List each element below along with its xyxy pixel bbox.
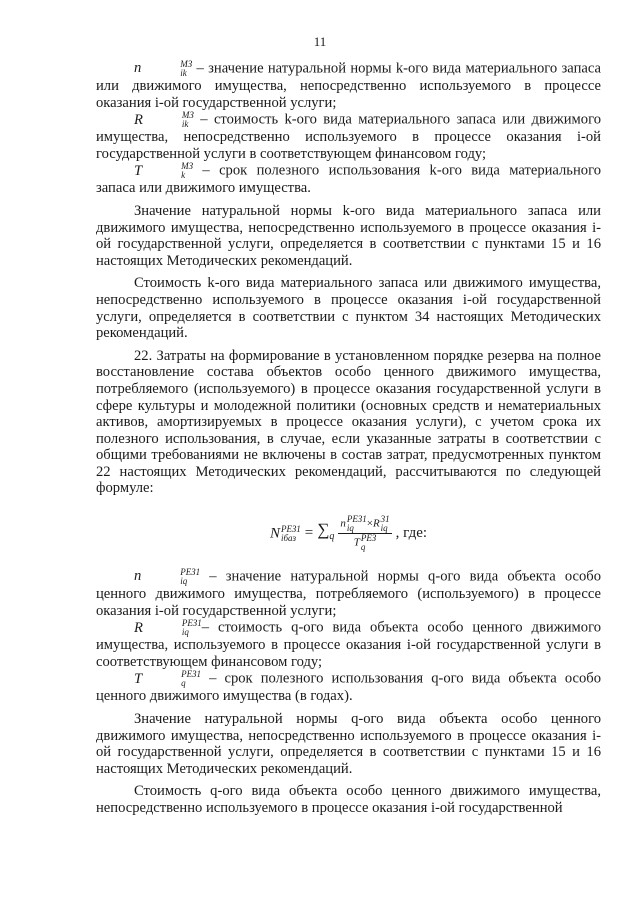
symbol-t-rez: T РЕЗ1 q [134,669,201,689]
definition-t-mz [96,162,601,197]
formula-denominator: T РЕЗ q [353,533,377,553]
formula-lhs: N РЕЗ1 iбаз [269,523,301,543]
definition-t-rez [96,670,601,705]
paragraph: Стоимость q-ого вида объекта особо ценного движимого имущества, непосредственно используемого в процессе оказания i-ой государственной [96,783,601,816]
paragraph-section-22: 22. Затраты на формирование в установленном порядке резерва на полное восстановление состава объектов особо ценного движимого имущества, потребляемого (используемого) в процессе оказания государственной услуги в сфере культуры и молодежной политики (основных средств и нематериальных активов, амортизируемых в процессе оказания услуги), с учетом срока их полезного использования, в случае, если указанные затраты в соответствии с общими требованиями не включены в состав затрат, предусмотренных пунктом 22 настоящих Методических рекомендаций, рассчитываются по следующей формуле: [96,347,601,497]
definition-text: – значение натуральной нормы k-ого вида материального запаса или движимого имущества, непосредственно используемого в процессе оказания i-ой государственной услуги; [96,60,601,111]
symbol-n-rez: n РЕЗ1 iq [134,567,201,587]
page-number: 11 [313,34,327,49]
definition-n-rez [96,568,601,619]
definition-n-mz [96,60,601,111]
formula-equals: = [304,525,314,542]
paragraph: Стоимость k-ого вида материального запаса или движимого имущества, непосредственно используемого в процессе оказания i-ой государственной услуги, определяется в соответствии с пунктом 34 настоящих Методических рекомендаций. [96,275,601,342]
definition-text: – значение натуральной нормы q-ого вида объекта особо ценного движимого имущества, потребляемого (используемого) в процессе оказания i-ой государственной услуги; [96,568,601,619]
symbol-r-mz: R МЗ ik [134,110,194,130]
definition-text: – срок полезного использования k-ого вида материального запаса или движимого имущества. [96,162,601,197]
formula-sum: $\sum_q$ [317,519,335,542]
definition-text: – стоимость k-ого вида материального запаса или движимого имущества, непосредственно используемого в процессе оказания i-ой государственной услуги в соответствующем финансовом году; [96,111,601,162]
formula-fraction [338,515,391,552]
symbol-r-rez: R РЕЗ1 iq [134,618,202,638]
symbol-n-mz: n МЗ ik [134,59,193,78]
definition-text: – срок полезного использования q-ого вида объекта особо ценного движимого имущества (в годах). [96,670,601,705]
paragraph: Значение натуральной нормы k-ого вида материального запаса или движимого имущества, непосредственно используемого в процессе оказания i-ой государственной услуги, определяется в соответствии с пунктами 15 и 16 настоящих Методических рекомендаций. [96,202,601,269]
paragraph: Значение натуральной нормы q-ого вида объекта особо ценного движимого имущества, непосредственно используемого в процессе оказания i-ой государственной услуги, определяется в соответствии с пунктами 15 и 16 настоящих Методических рекомендаций. [96,711,601,777]
definition-text: – стоимость q-ого вида объекта особо ценного движимого имущества, используемого в процессе оказания i-ой государственной услуги в соответствующем финансовом году; [96,619,601,670]
formula-tail: , где: [395,525,428,542]
symbol-t-mz: T МЗ k [134,161,194,181]
definition-r-rez [96,619,601,670]
document-body [96,60,601,817]
formula-numerator: n РЕЗ1 iq ×R 31 iq [340,514,390,534]
formula [96,515,601,552]
definition-r-mz [96,111,601,162]
